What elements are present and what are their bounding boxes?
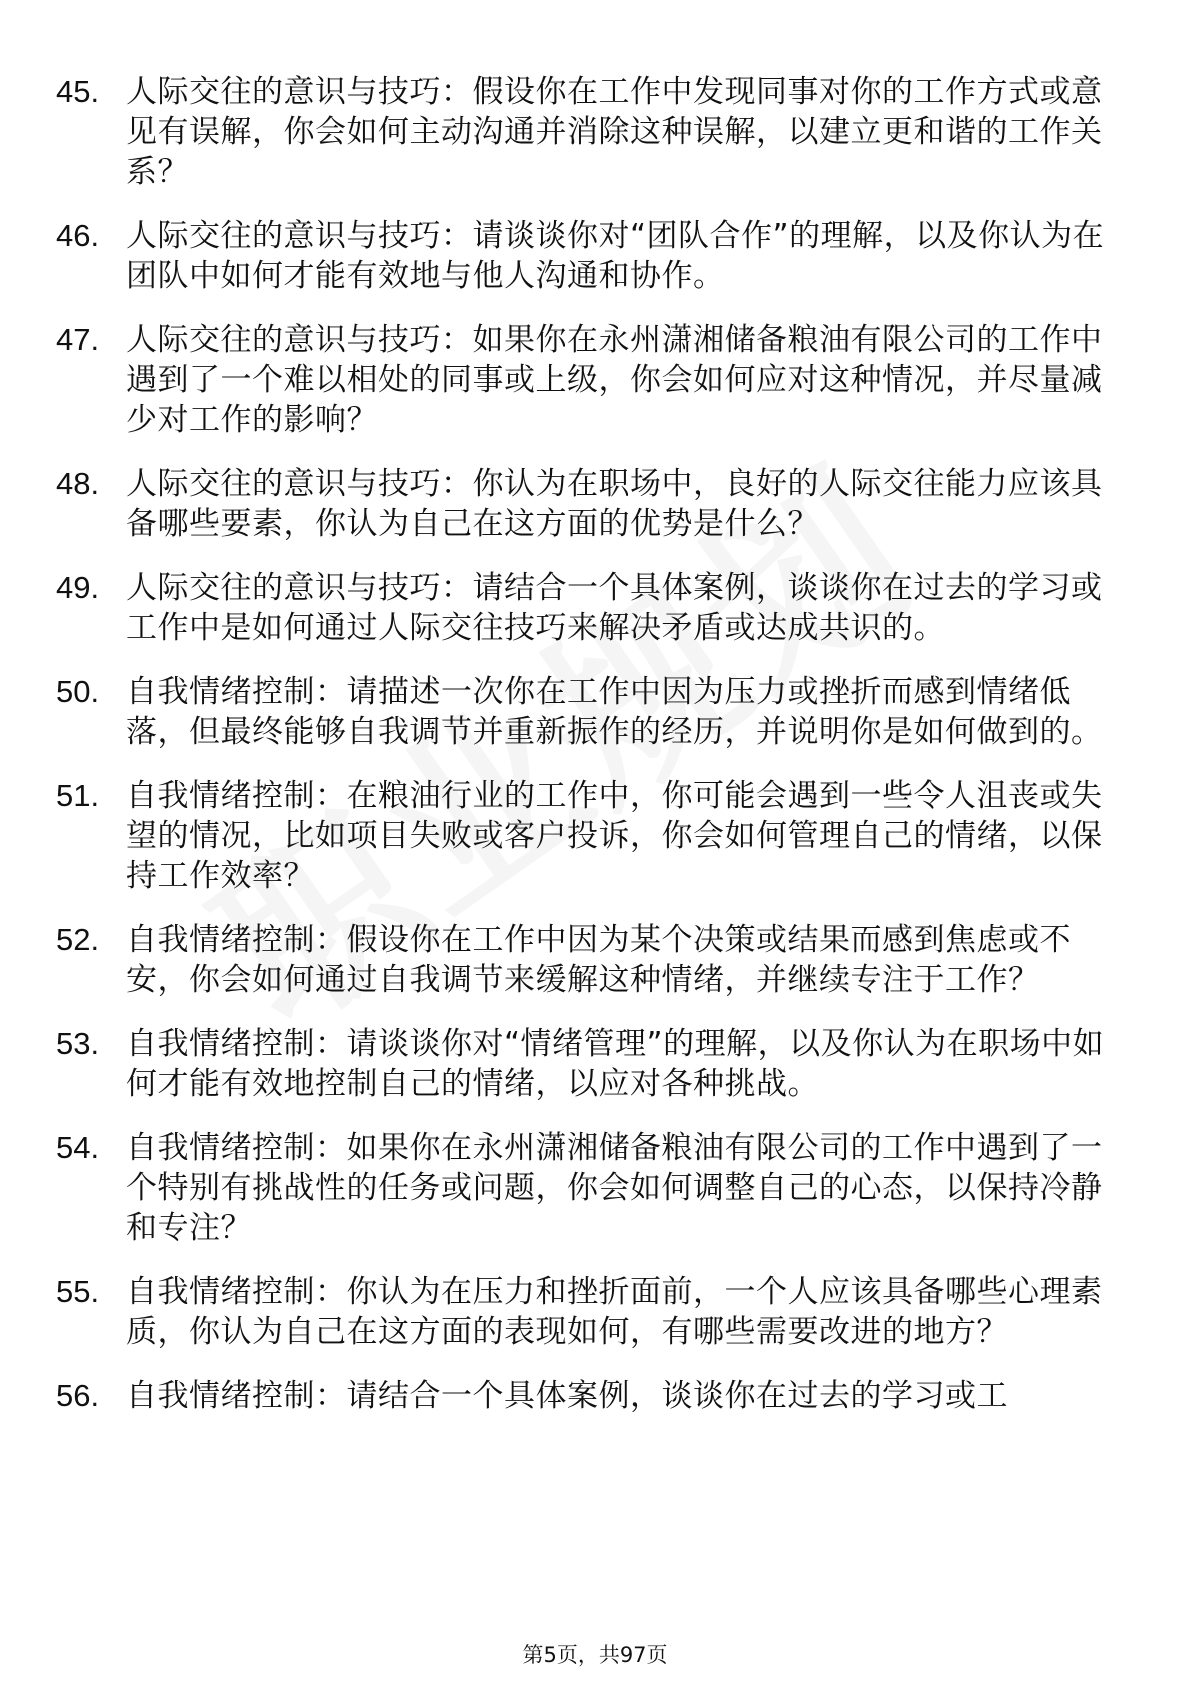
question-item	[56, 320, 1136, 440]
question-text: 自我情绪控制：假设你在工作中因为某个决策或结果而感到焦虑或不安，你会如何通过自我调节来缓解这种情绪，并继续专注于工作？	[126, 922, 1071, 998]
question-item	[56, 672, 1136, 752]
question-text: 人际交往的意识与技巧：请谈谈你对“团队合作”的理解，以及你认为在团队中如何才能有效地与他人沟通和协作。	[126, 218, 1105, 294]
question-item	[56, 72, 1136, 192]
question-text: 自我情绪控制：请谈谈你对“情绪管理”的理解，以及你认为在职场中如何才能有效地控制自己的情绪，以应对各种挑战。	[126, 1026, 1105, 1102]
question-text: 人际交往的意识与技巧：如果你在永州潇湘储备粮油有限公司的工作中遇到了一个难以相处的同事或上级，你会如何应对这种情况，并尽量减少对工作的影响？	[126, 322, 1103, 438]
question-number: 54.	[56, 1130, 100, 1165]
question-number: 55.	[56, 1274, 100, 1309]
question-text: 自我情绪控制：你认为在压力和挫折面前，一个人应该具备哪些心理素质，你认为自己在这方面的表现如何，有哪些需要改进的地方？	[126, 1274, 1103, 1350]
question-number: 45.	[56, 74, 100, 109]
question-number: 53.	[56, 1026, 100, 1061]
question-item	[56, 216, 1136, 296]
question-item	[56, 1128, 1136, 1248]
question-number: 47.	[56, 322, 100, 357]
question-text: 自我情绪控制：请结合一个具体案例，谈谈你在过去的学习或工	[126, 1378, 1008, 1414]
question-item	[56, 464, 1136, 544]
question-item	[56, 1376, 1136, 1416]
question-list	[56, 72, 1136, 1440]
question-number: 48.	[56, 466, 100, 501]
question-number: 52.	[56, 922, 100, 957]
question-text: 自我情绪控制：在粮油行业的工作中，你可能会遇到一些令人沮丧或失望的情况，比如项目失败或客户投诉，你会如何管理自己的情绪，以保持工作效率？	[126, 778, 1103, 894]
question-number: 46.	[56, 218, 100, 253]
question-text: 自我情绪控制：请描述一次你在工作中因为压力或挫折而感到情绪低落，但最终能够自我调节并重新振作的经历，并说明你是如何做到的。	[126, 674, 1103, 750]
question-item	[56, 568, 1136, 648]
question-item	[56, 1024, 1136, 1104]
question-item	[56, 776, 1136, 896]
question-text: 人际交往的意识与技巧：你认为在职场中，良好的人际交往能力应该具备哪些要素，你认为自己在这方面的优势是什么？	[126, 466, 1103, 542]
question-item	[56, 920, 1136, 1000]
question-text: 人际交往的意识与技巧：假设你在工作中发现同事对你的工作方式或意见有误解，你会如何主动沟通并消除这种误解，以建立更和谐的工作关系？	[126, 74, 1103, 190]
question-number: 56.	[56, 1378, 100, 1413]
question-number: 50.	[56, 674, 100, 709]
question-number: 51.	[56, 778, 100, 813]
question-item	[56, 1272, 1136, 1352]
question-text: 人际交往的意识与技巧：请结合一个具体案例，谈谈你在过去的学习或工作中是如何通过人际交往技巧来解决矛盾或达成共识的。	[126, 570, 1103, 646]
page-footer: 第5页，共97页	[522, 1643, 668, 1667]
question-number: 49.	[56, 570, 100, 605]
question-text: 自我情绪控制：如果你在永州潇湘储备粮油有限公司的工作中遇到了一个特别有挑战性的任务或问题，你会如何调整自己的心态，以保持冷静和专注？	[126, 1130, 1103, 1246]
